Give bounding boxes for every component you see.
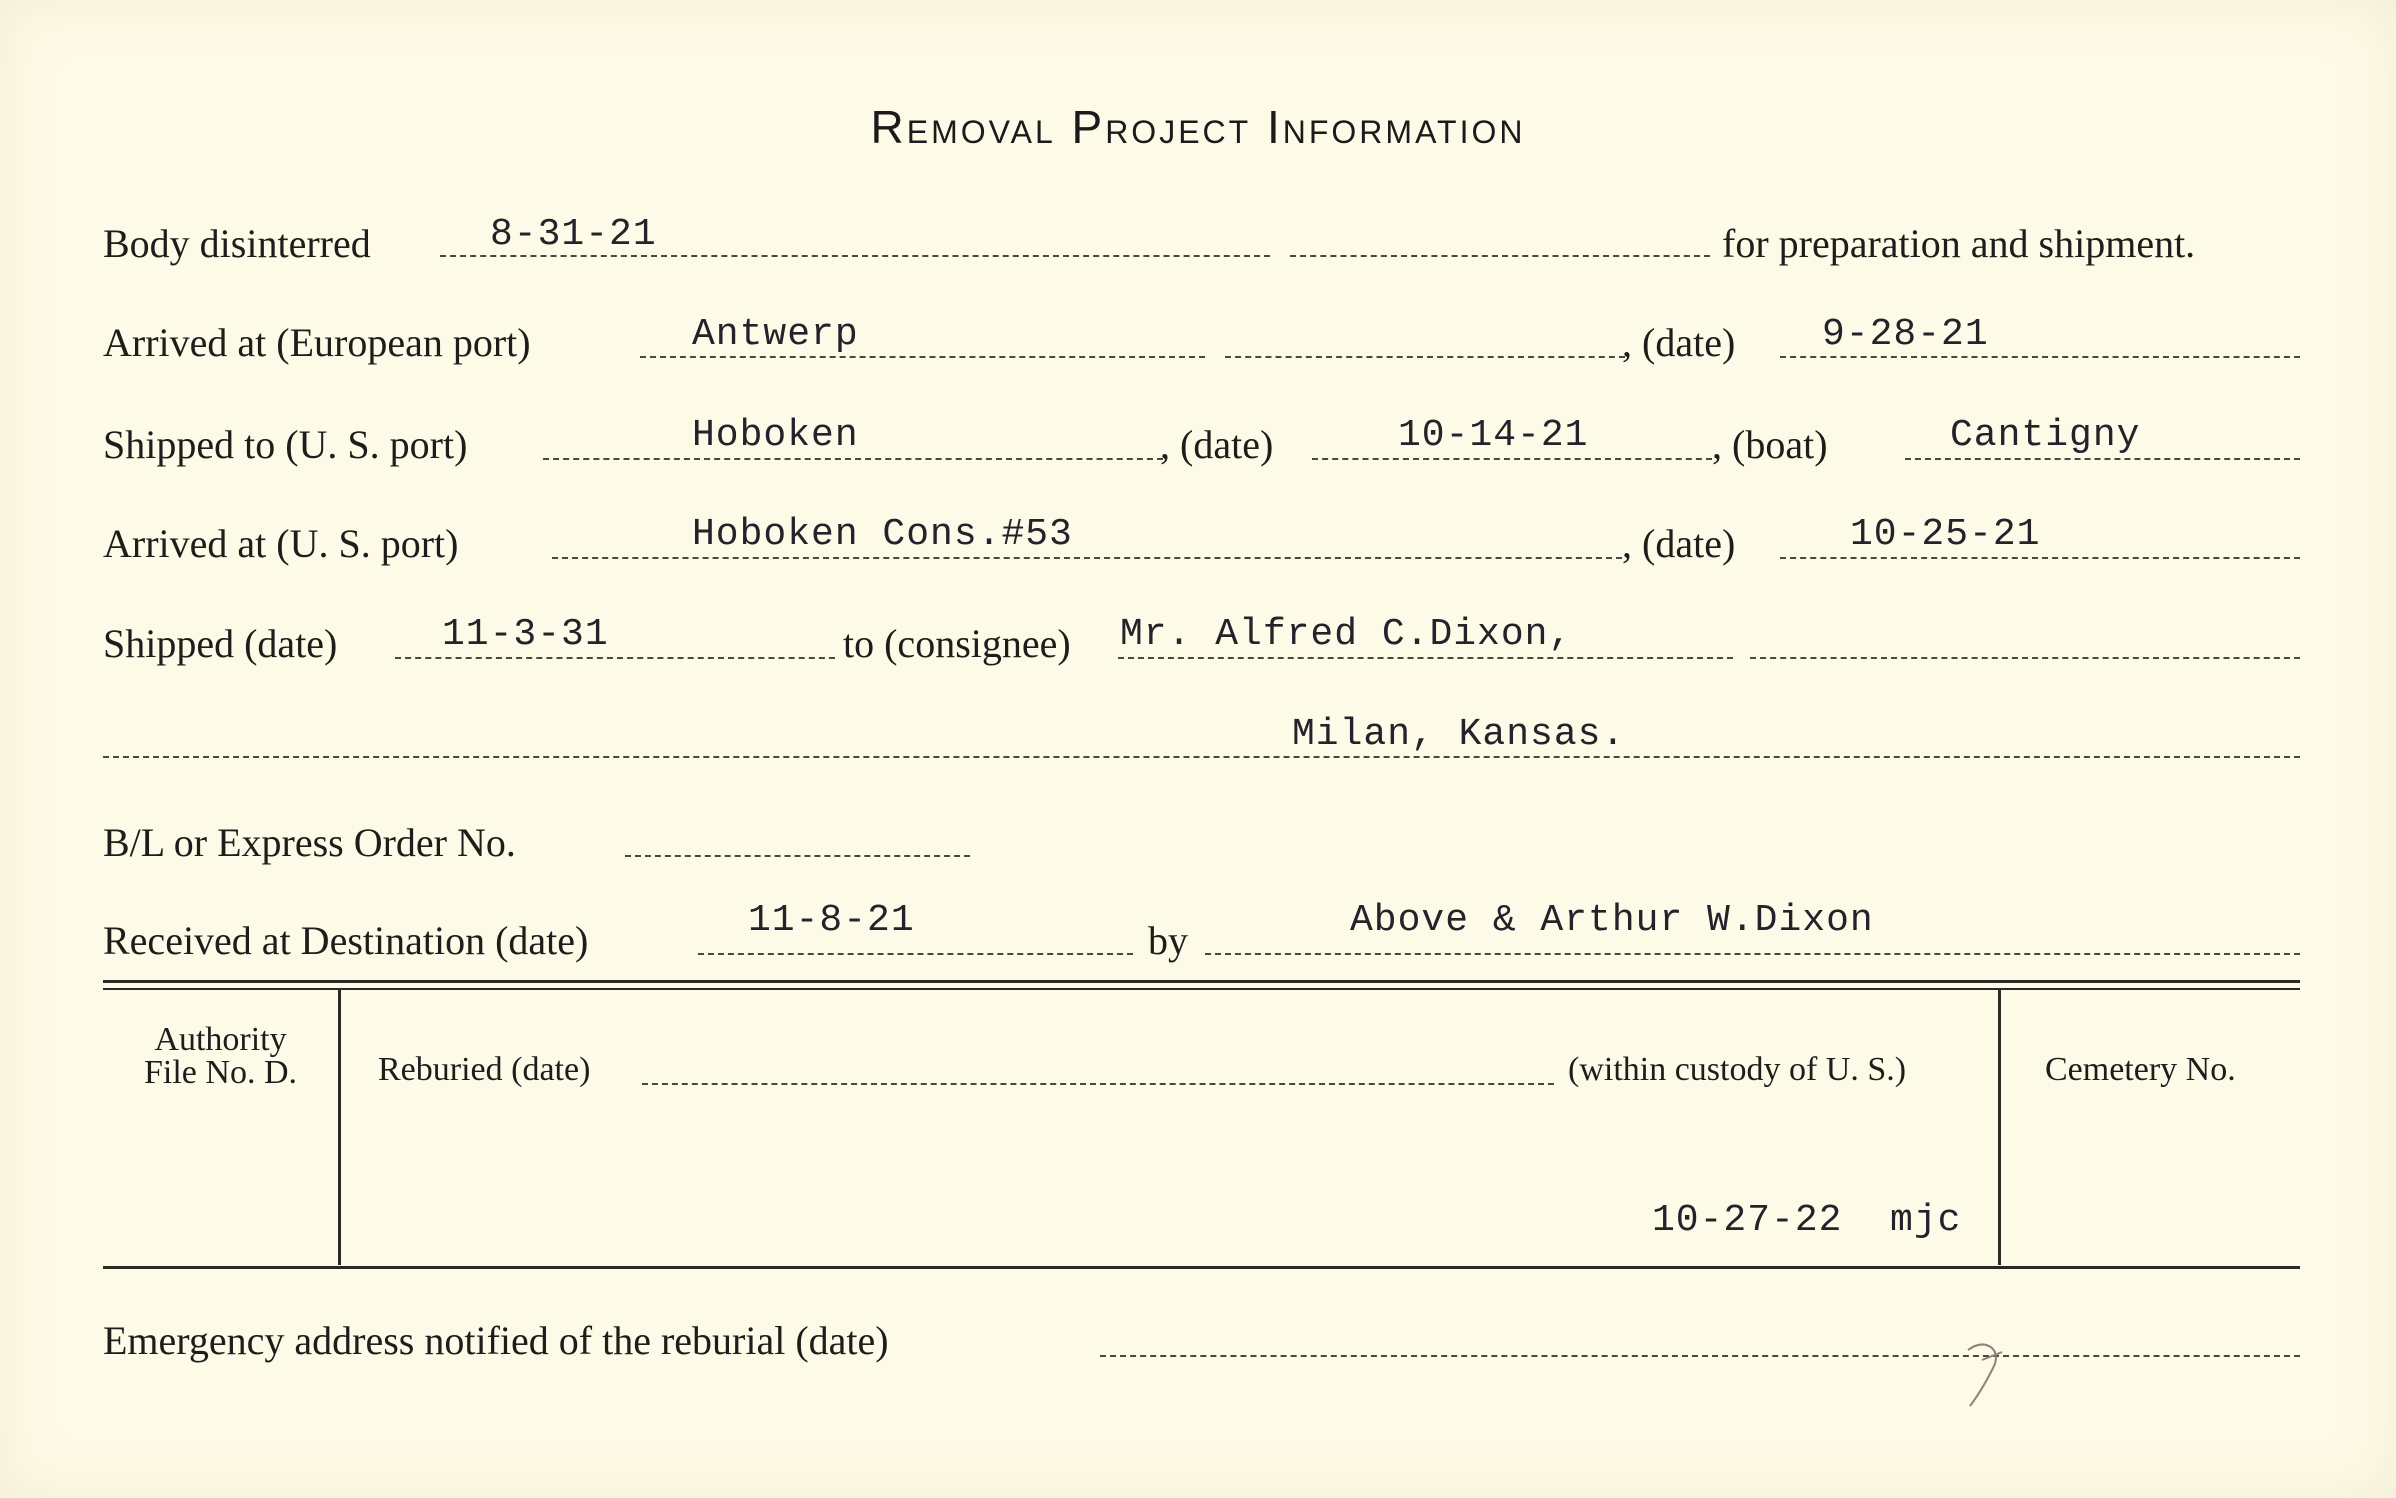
authority-label-line1: Authority [154,1021,287,1058]
pencil-check-mark [1962,1330,2012,1410]
arrived-us-label: Arrived at (U. S. port) [103,521,459,566]
table-divider-left [338,990,341,1265]
bl-line [625,855,970,857]
custody-label: (within custody of U. S.) [1568,1051,1907,1088]
received-date-line [698,953,1133,955]
form-title: Removal Project Information [870,101,1526,153]
bl-label: B/L or Express Order No. [103,820,516,865]
shipped-us-label: Shipped to (U. S. port) [103,422,468,467]
received-by-label: by [1148,918,1188,963]
address-line [103,756,2300,758]
cemetery-label: Cemetery No. [2045,1051,2236,1088]
received-label: Received at Destination (date) [103,918,589,963]
consignee-line-2 [1750,657,2300,659]
body-disinterred-suffix: for preparation and shipment. [1722,221,2196,266]
table-divider-right [1998,990,2001,1265]
received-by-line [1205,953,2300,955]
arrived-us-port: Hoboken Cons.#53 [692,513,1073,556]
shipped-us-boat: Cantigny [1950,414,2141,457]
emergency-label: Emergency address notified of the reburial (date) [103,1318,889,1363]
arrived-us-date: 10-25-21 [1850,513,2041,556]
shipped-us-port: Hoboken [692,414,859,457]
arrived-us-date-label: , (date) [1622,521,1736,566]
arrived-european-date: 9-28-21 [1822,313,1989,356]
received-by-value: Above & Arthur W.Dixon [1350,899,1874,942]
reburied-label: Reburied (date) [378,1051,591,1088]
arrived-european-port: Antwerp [692,313,859,356]
table-bottom-rule [103,1266,2300,1269]
shipped-us-date: 10-14-21 [1398,414,1589,457]
table-top-rule [103,980,2300,983]
arrived-european-label: Arrived at (European port) [103,320,531,365]
consignee-value: Mr. Alfred C.Dixon, [1120,613,1573,656]
body-disinterred-line-2 [1290,255,1710,257]
arrived-european-date-label: , (date) [1622,320,1736,365]
shipped-label: Shipped (date) [103,621,338,666]
authority-label-line2: File No. D. [144,1054,297,1091]
body-disinterred-value: 8-31-21 [490,213,657,256]
reburied-line [642,1083,1554,1085]
body-disinterred-label: Body disinterred [103,221,371,266]
consignee-address: Milan, Kansas. [1292,713,1626,756]
file-stamp: 10-27-22 mjc [1652,1199,1962,1242]
arrived-european-line-2 [1225,356,1625,358]
shipped-date: 11-3-31 [442,613,609,656]
received-date: 11-8-21 [748,899,915,942]
consignee-label: to (consignee) [843,621,1071,666]
shipped-us-boat-label: , (boat) [1712,422,1828,467]
emergency-line [1100,1355,2300,1357]
shipped-us-date-label: , (date) [1160,422,1274,467]
table-top-rule-2 [103,988,2300,990]
